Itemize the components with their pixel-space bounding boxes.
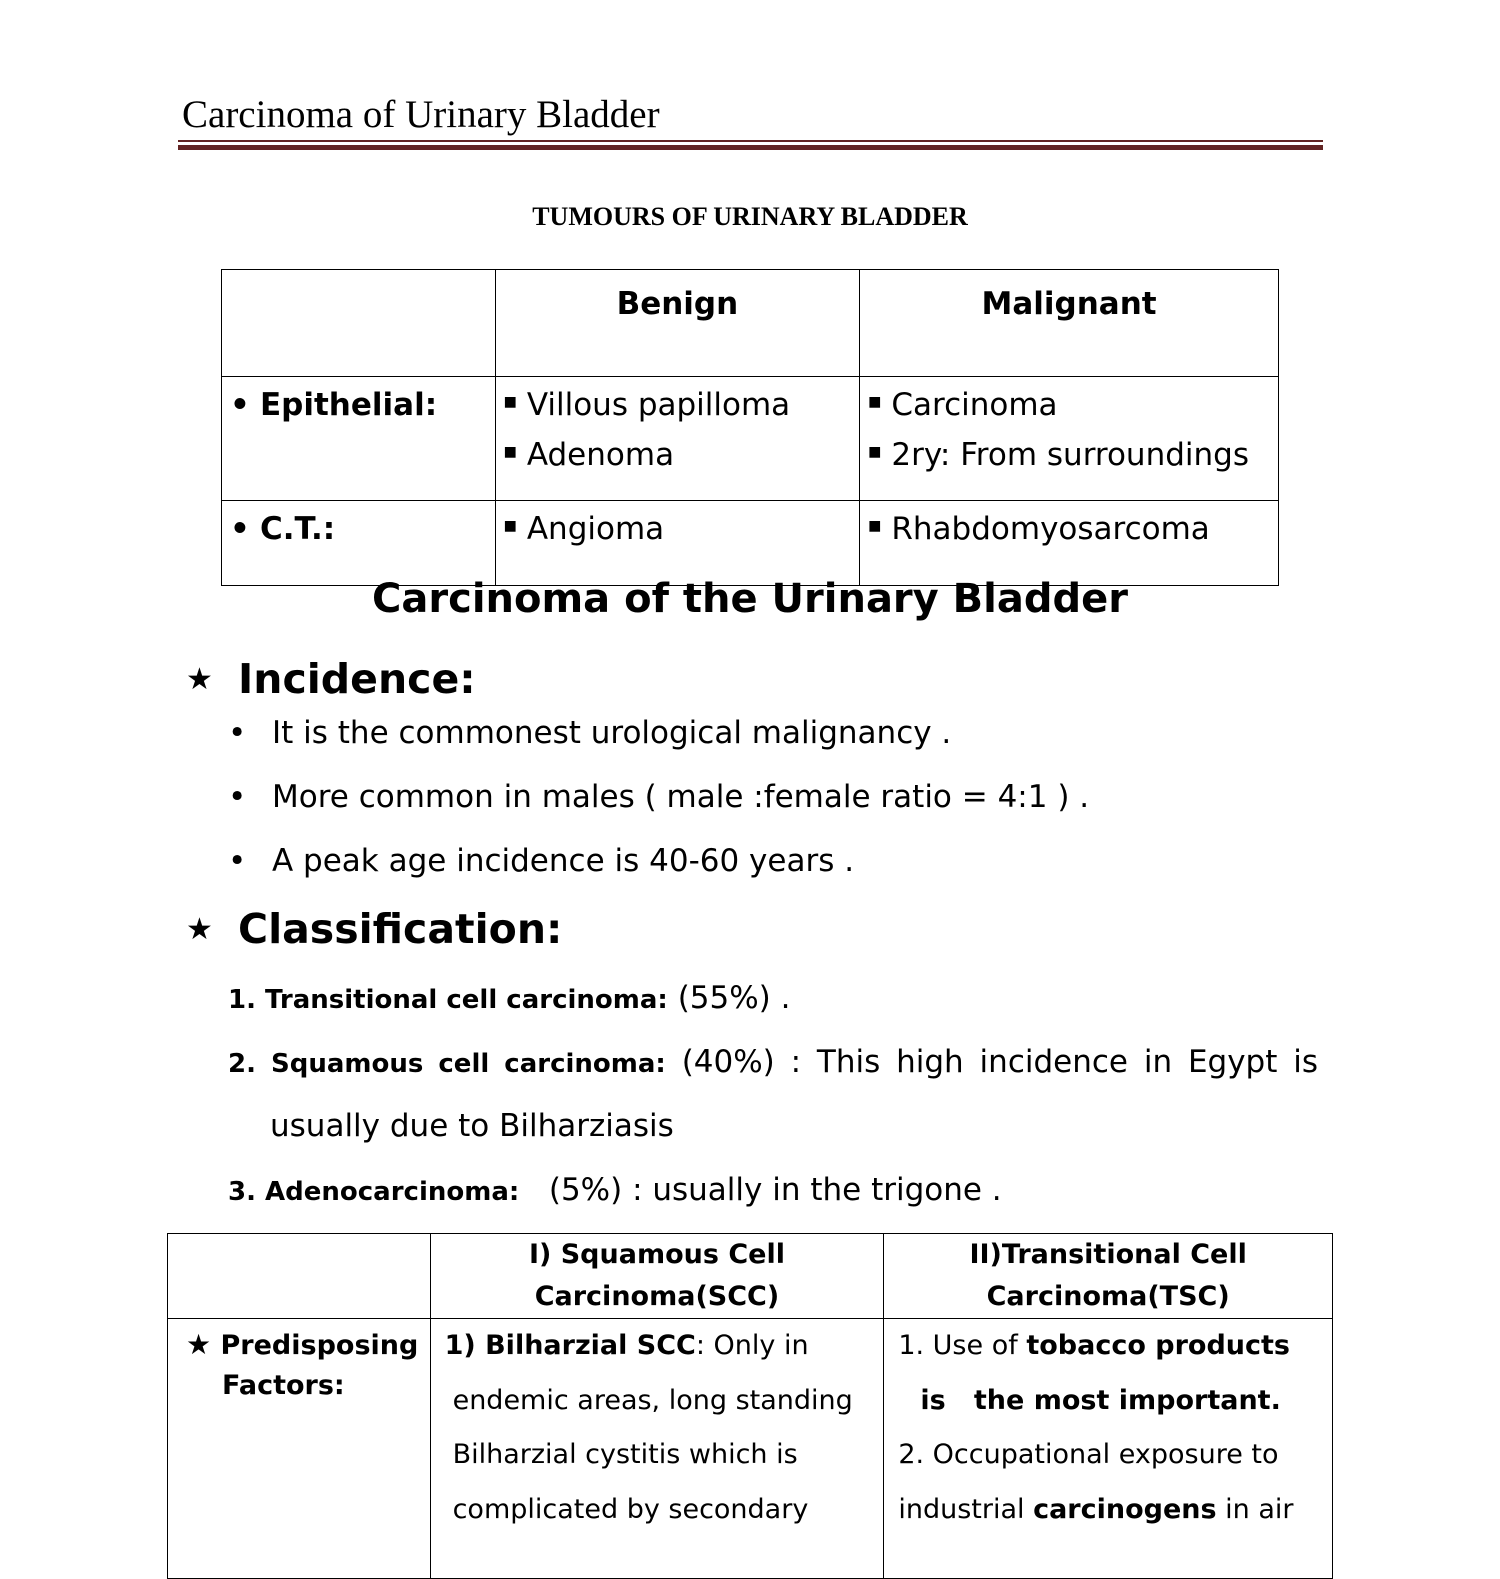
- incidence-item: It is the commonest urological malignancy .: [272, 715, 952, 751]
- scc-factors: 1) Bilharzial SCC: Only in endemic areas, long standing Bilharzial cystitis which is complicated by secondary: [430, 1319, 884, 1579]
- header-rule-thick: [178, 145, 1323, 150]
- malignant-item: Rhabdomyosarcoma: [891, 511, 1210, 547]
- header-cell-empty: [168, 1234, 431, 1319]
- tumours-table: Benign Malignant • Epithelial: ■ Villous papilloma ■ Adenoma ■ Carcinoma ■ 2ry: From surroundings • C.T.: ■ Angioma ■ Rhabdomyosarcoma: [221, 269, 1279, 586]
- row-label-ct: C.T.:: [260, 511, 336, 547]
- page-header-title: Carcinoma of Urinary Bladder: [182, 93, 660, 136]
- benign-item: Villous papilloma: [526, 387, 791, 423]
- row-label-epithelial: Epithelial:: [260, 387, 438, 423]
- tcc-factors: 1. Use of tobacco products is the most important. 2. Occupational exposure to industrial carcinogens in air: [884, 1319, 1333, 1579]
- header-rule-thin: [178, 140, 1323, 142]
- incidence-item: More common in males ( male :female ratio = 4:1 ) .: [272, 779, 1090, 815]
- malignant-item: 2ry: From surroundings: [891, 437, 1249, 473]
- bullet-item: •: [228, 843, 247, 879]
- incidence-item: A peak age incidence is 40-60 years .: [272, 843, 855, 879]
- star-icon: ★: [186, 912, 213, 947]
- benign-item: Angioma: [526, 511, 665, 547]
- bullet-item: •: [228, 779, 247, 815]
- malignant-item: Carcinoma: [891, 387, 1058, 423]
- bullet-item: •: [228, 715, 247, 751]
- header-benign: Benign: [495, 270, 860, 377]
- row-label-predisposing: ★ Predisposing Factors:: [168, 1319, 431, 1579]
- main-title: Carcinoma of the Urinary Bladder: [372, 576, 1128, 622]
- incidence-heading: Incidence:: [238, 655, 476, 703]
- classification-item-continued: usually due to Bilharziasis: [270, 1108, 674, 1144]
- star-icon: ★: [186, 662, 213, 697]
- header-malignant: Malignant: [860, 270, 1279, 377]
- benign-item: Adenoma: [526, 437, 675, 473]
- classification-heading: Classification:: [238, 905, 563, 953]
- header-cell-empty: [222, 270, 496, 377]
- scc-vs-tcc-table: [167, 1233, 1333, 1579]
- classification-item: 2. Squamous cell carcinoma: (40%) : This high incidence in Egypt is: [228, 1044, 1319, 1080]
- classification-item: 1. Transitional cell carcinoma: (55%) .: [228, 980, 791, 1016]
- tumours-table-title: TUMOURS OF URINARY BLADDER: [532, 202, 968, 231]
- header-scc: I) Squamous Cell Carcinoma(SCC): [430, 1234, 884, 1319]
- classification-item: 3. Adenocarcinoma: (5%) : usually in the trigone .: [228, 1172, 1002, 1208]
- header-tcc: II)Transitional Cell Carcinoma(TSC): [884, 1234, 1333, 1319]
